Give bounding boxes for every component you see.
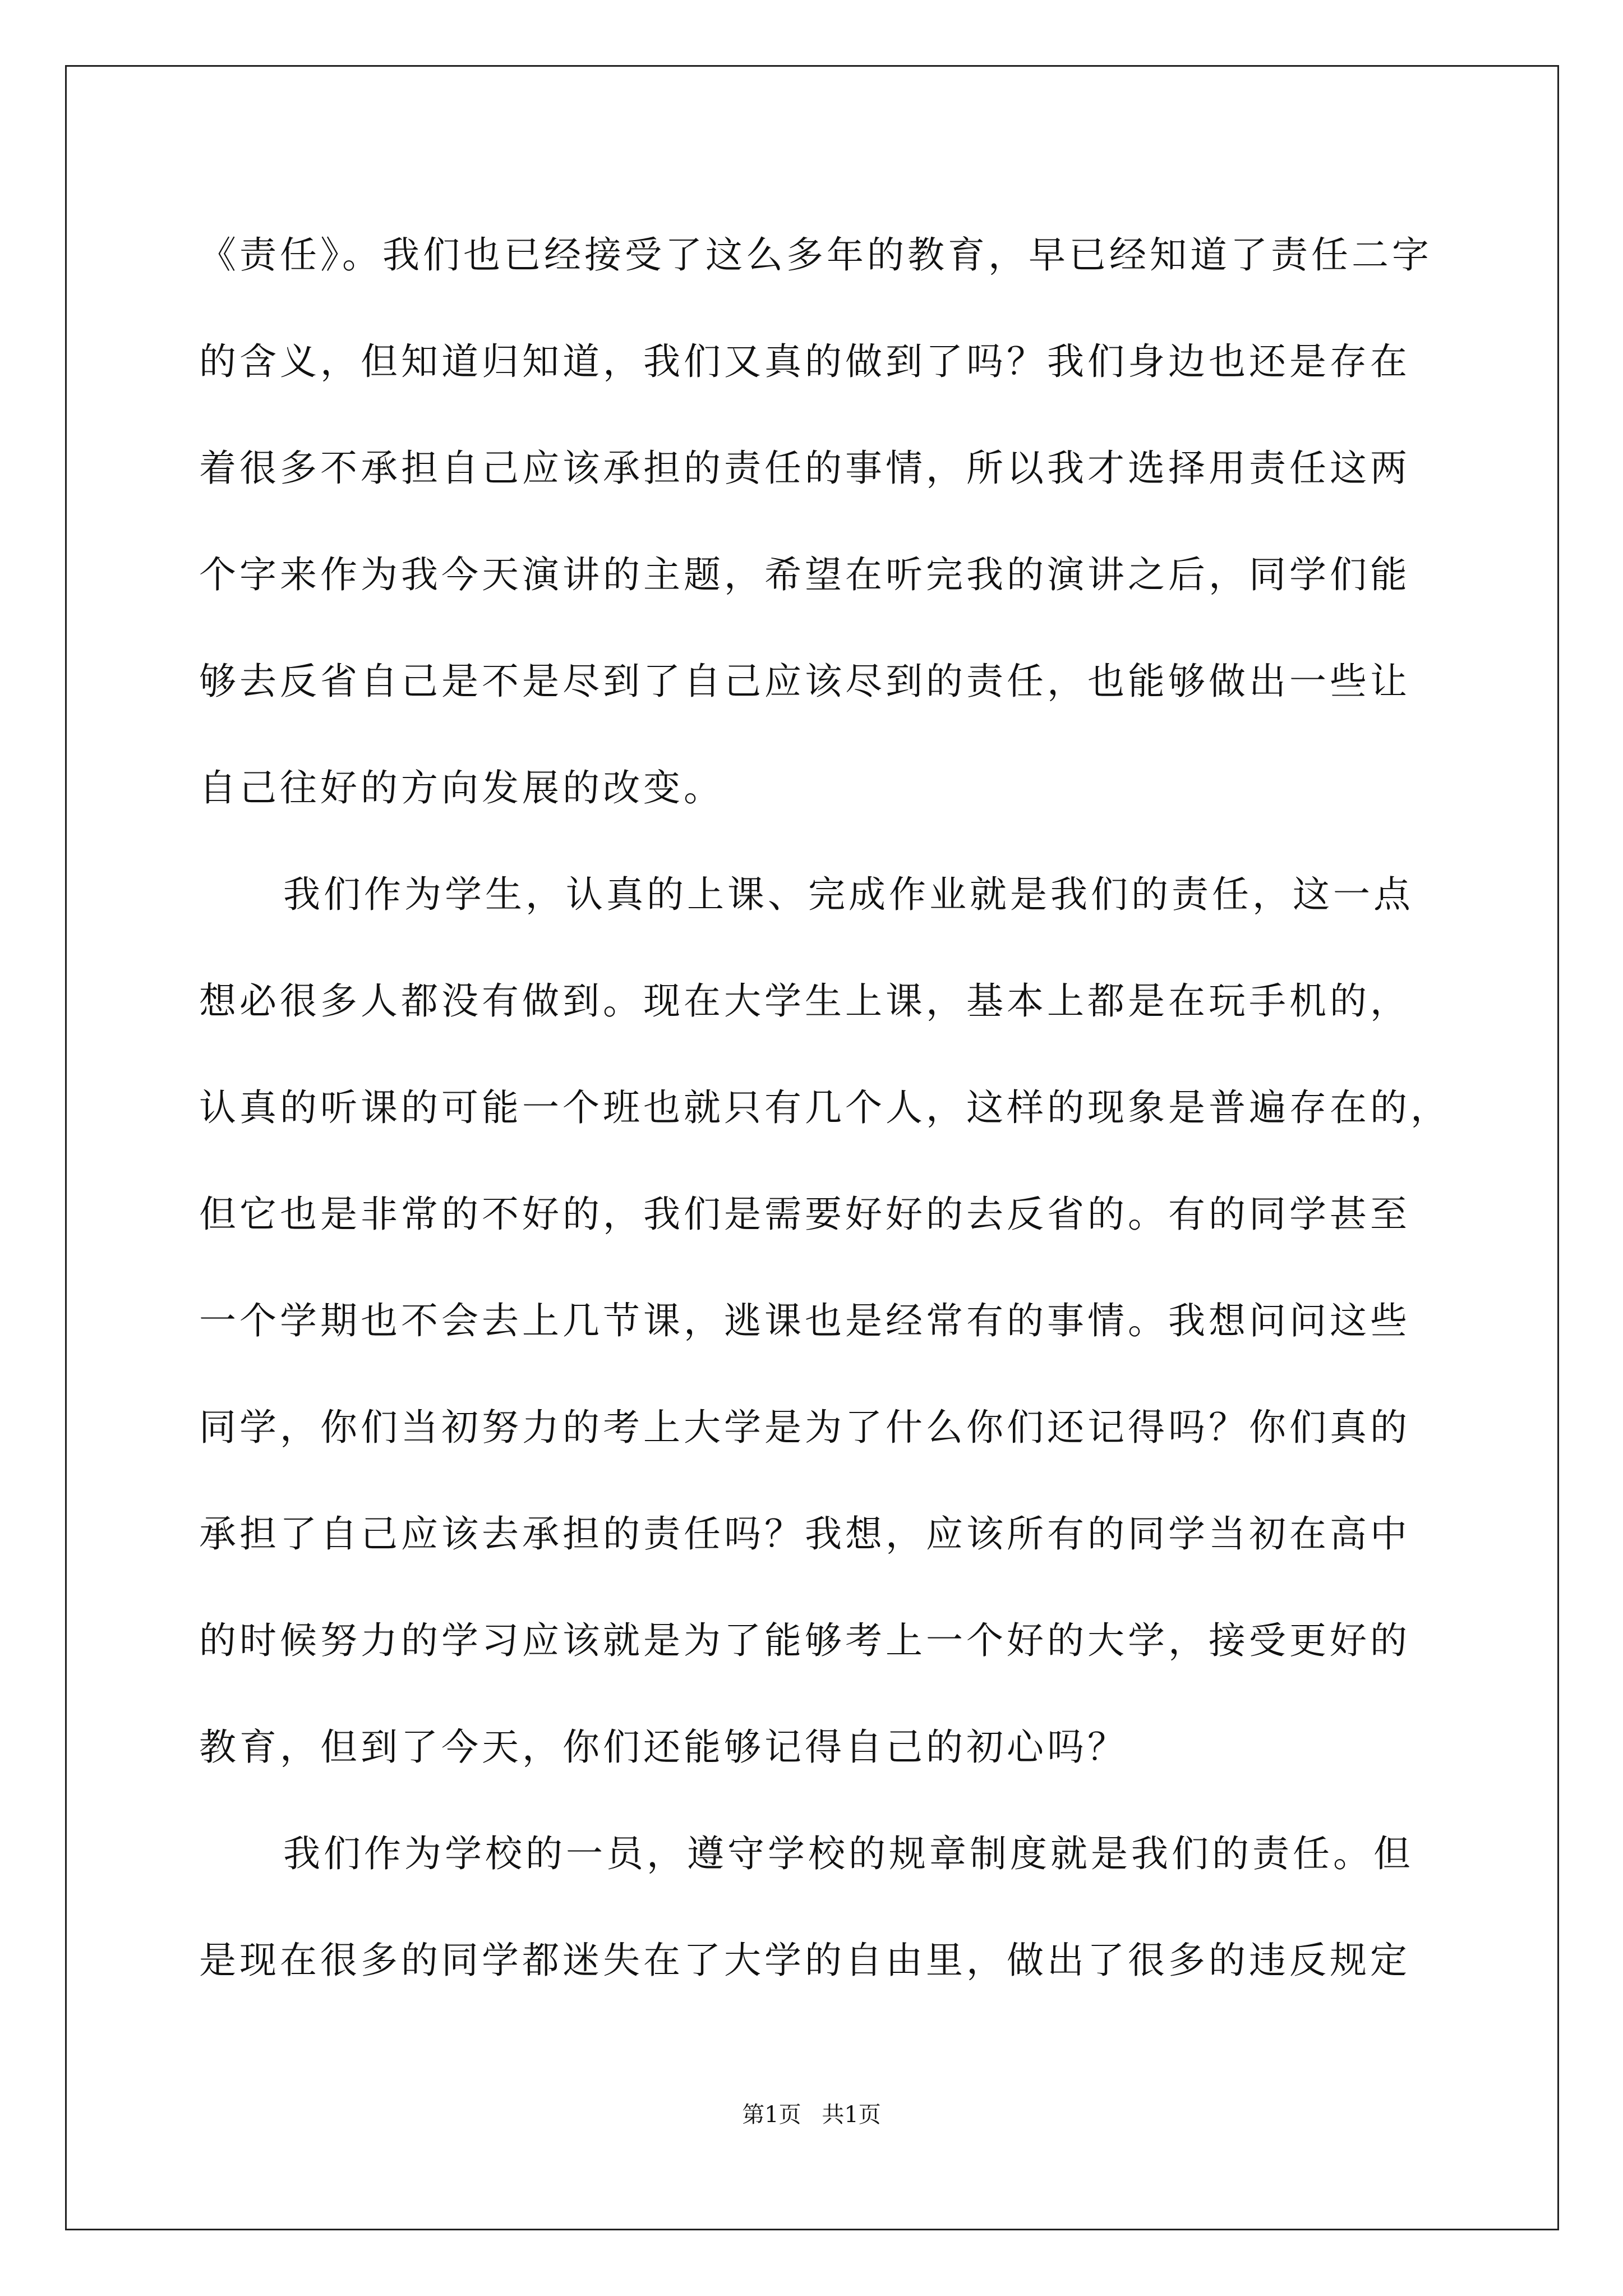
text-line: 承担了自己应该去承担的责任吗？我想，应该所有的同学当初在高中 [199,1512,1410,1556]
text-line: 教育，但到了今天，你们还能够记得自己的初心吗？ [199,1726,1128,1769]
document-body [199,202,1451,2014]
text-line: 着很多不承担自己应该承担的责任的事情，所以我才选择用责任这两 [199,447,1410,490]
text-line: 够去反省自己是不是尽到了自己应该尽到的责任，也能够做出一些让 [199,660,1410,703]
paragraph-first-line: 我们作为学生，认真的上课、完成作业就是我们的责任，这一点 [283,873,1414,916]
page-number: 第1页 [742,2102,801,2128]
text-line: 的含义，但知道归知道，我们又真的做到了吗？我们身边也还是存在 [199,340,1410,383]
paragraph-first-line: 我们作为学校的一员，遵守学校的规章制度就是我们的责任。但 [283,1832,1414,1875]
text-line: 一个学期也不会去上几节课，逃课也是经常有的事情。我想问问这些 [199,1299,1410,1342]
text-line: 同学，你们当初努力的考上大学是为了什么你们还记得吗？你们真的 [199,1406,1410,1449]
text-line: 自己往好的方向发展的改变。 [199,766,724,809]
text-line: 《责任》。我们也已经接受了这么多年的教育，早已经知道了责任二字 [199,233,1432,277]
text-line: 想必很多人都没有做到。现在大学生上课，基本上都是在玩手机的， [199,979,1410,1023]
page-footer [0,2097,1623,2129]
page-total: 共1页 [822,2102,881,2128]
text-line: 认真的听课的可能一个班也就只有几个人，这样的现象是普遍存在的， [199,1086,1451,1129]
text-line: 但它也是非常的不好的，我们是需要好好的去反省的。有的同学甚至 [199,1193,1410,1236]
text-line: 是现在很多的同学都迷失在了大学的自由里，做出了很多的违反规定 [199,1939,1410,1982]
text-line: 个字来作为我今天演讲的主题，希望在听完我的演讲之后，同学们能 [199,553,1410,596]
text-line: 的时候努力的学习应该就是为了能够考上一个好的大学，接受更好的 [199,1619,1410,1662]
